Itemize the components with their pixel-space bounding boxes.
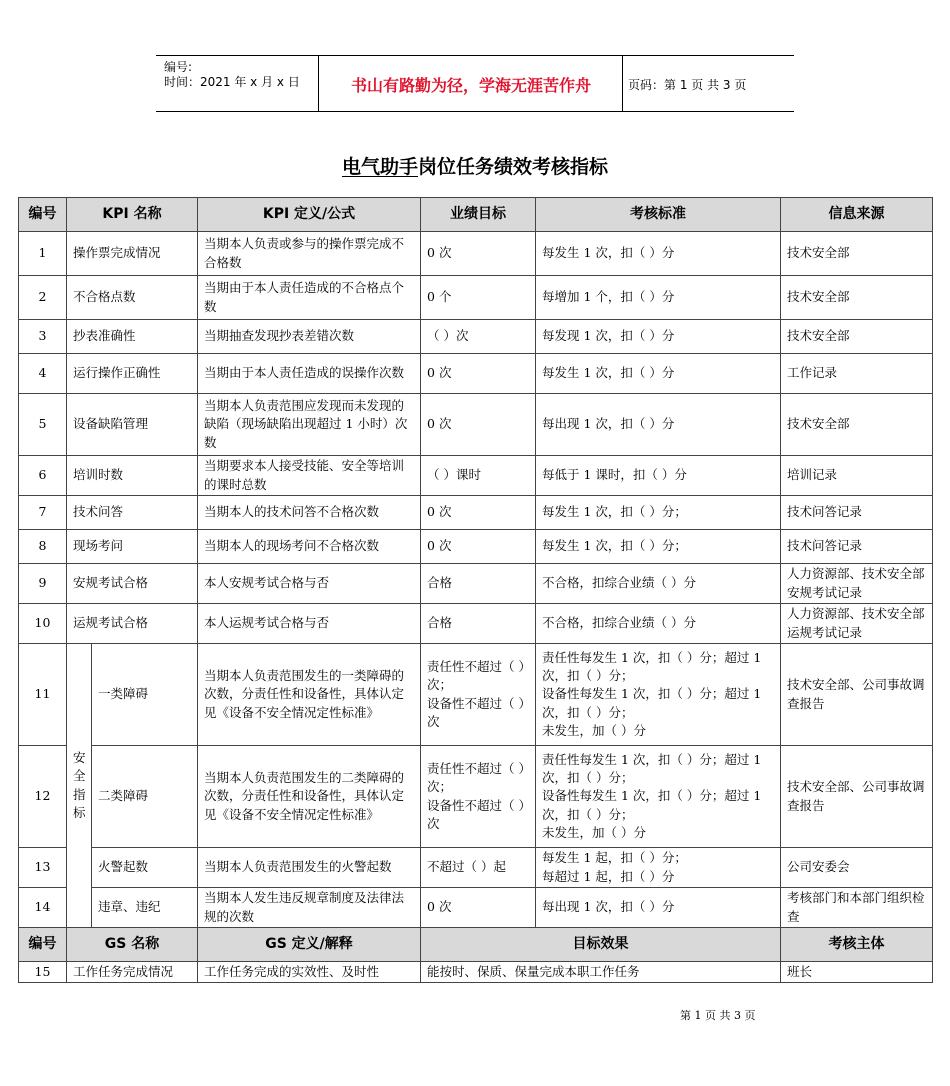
kpi-standard: 每低于 1 课时，扣（ ）分 (536, 456, 781, 496)
table-row (19, 564, 933, 604)
header-cell: 业绩目标 (421, 198, 536, 232)
title-rest: 岗位任务绩效考核指标 (418, 156, 609, 178)
gs-definition: 工作任务完成的实效性、及时性 (198, 962, 421, 983)
table-row (19, 456, 933, 496)
kpi-definition: 当期本人发生违反规章制度及法律法规的次数 (198, 888, 421, 928)
kpi-definition: 当期抽查发现抄表差错次数 (198, 320, 421, 354)
header-cell: GS 定义/解释 (198, 928, 421, 962)
kpi-source: 培训记录 (781, 456, 933, 496)
gs-header-row (19, 928, 933, 962)
kpi-target: （ ）次 (421, 320, 536, 354)
table-row (19, 888, 933, 928)
kpi-source: 技术安全部 (781, 320, 933, 354)
time-label: 时间：2021 年 x 月 x 日 (164, 75, 300, 89)
row-number: 14 (19, 888, 67, 928)
kpi-name: 不合格点数 (67, 276, 198, 320)
kpi-source: 人力资源部、技术安全部安规考试记录 (781, 564, 933, 604)
kpi-standard: 责任性每发生 1 次，扣（ ）分；超过 1 次，扣（ ）分； 设备性每发生 1 次，扣（ ）分；超过 1 次，扣（ ）分； 未发生，加（ ）分 (536, 644, 781, 746)
kpi-standard: 每出现 1 次，扣（ ）分 (536, 394, 781, 456)
gs-effect: 能按时、保质、保量完成本职工作任务 (421, 962, 781, 983)
kpi-definition: 当期本人的技术问答不合格次数 (198, 496, 421, 530)
motto: 书山有路勤为径，学海无涯苦作舟 (350, 76, 591, 95)
kpi-standard: 不合格，扣综合业绩（ ）分 (536, 564, 781, 604)
row-number: 3 (19, 320, 67, 354)
document-title (0, 152, 950, 179)
header-cell: KPI 名称 (67, 198, 198, 232)
table-row (19, 232, 933, 276)
kpi-definition: 当期本人负责范围应发现而未发现的缺陷（现场缺陷出现超过 1 小时）次数 (198, 394, 421, 456)
kpi-target: 0 次 (421, 232, 536, 276)
kpi-target: 0 次 (421, 530, 536, 564)
table-row (19, 604, 933, 644)
kpi-name: 违章、违纪 (92, 888, 198, 928)
row-number: 11 (19, 644, 67, 746)
gs-subject: 班长 (781, 962, 933, 983)
gs-name: 工作任务完成情况 (67, 962, 198, 983)
table-row (19, 496, 933, 530)
kpi-source: 技术安全部、公司事故调查报告 (781, 746, 933, 848)
kpi-definition: 本人运规考试合格与否 (198, 604, 421, 644)
kpi-name: 安规考试合格 (67, 564, 198, 604)
kpi-name: 运行操作正确性 (67, 354, 198, 394)
kpi-definition: 当期本人负责范围发生的火警起数 (198, 848, 421, 888)
table-row (19, 644, 933, 746)
kpi-name: 设备缺陷管理 (67, 394, 198, 456)
kpi-name: 现场考问 (67, 530, 198, 564)
kpi-definition: 当期由于本人责任造成的不合格点个数 (198, 276, 421, 320)
kpi-target: 0 次 (421, 888, 536, 928)
header-cell: 编号 (19, 928, 67, 962)
kpi-name: 一类障碍 (92, 644, 198, 746)
row-number: 1 (19, 232, 67, 276)
kpi-source: 技术安全部 (781, 276, 933, 320)
kpi-standard: 每发生 1 次，扣（ ）分 (536, 354, 781, 394)
page-header (156, 55, 794, 112)
kpi-definition: 当期本人的现场考问不合格次数 (198, 530, 421, 564)
kpi-source: 技术安全部、公司事故调查报告 (781, 644, 933, 746)
header-divider (622, 56, 623, 111)
kpi-source: 人力资源部、技术安全部运规考试记录 (781, 604, 933, 644)
row-number: 9 (19, 564, 67, 604)
kpi-target: 责任性不超过（ ）次； 设备性不超过（ ）次 (421, 644, 536, 746)
kpi-table (18, 197, 933, 983)
row-number: 7 (19, 496, 67, 530)
kpi-name: 技术问答 (67, 496, 198, 530)
kpi-standard: 每增加 1 个，扣（ ）分 (536, 276, 781, 320)
kpi-source: 技术安全部 (781, 394, 933, 456)
kpi-definition: 本人安规考试合格与否 (198, 564, 421, 604)
kpi-name: 抄表准确性 (67, 320, 198, 354)
kpi-name: 操作票完成情况 (67, 232, 198, 276)
kpi-standard: 每发现 1 次，扣（ ）分 (536, 320, 781, 354)
kpi-definition: 当期本人负责范围发生的二类障碍的次数，分责任性和设备性，具体认定见《设备不安全情况定性标准》 (198, 746, 421, 848)
kpi-target: 不超过（ ）起 (421, 848, 536, 888)
header-cell: 编号 (19, 198, 67, 232)
kpi-target: 0 个 (421, 276, 536, 320)
kpi-source: 技术问答记录 (781, 496, 933, 530)
kpi-source: 技术安全部 (781, 232, 933, 276)
kpi-standard: 每发生 1 次，扣（ ）分 (536, 232, 781, 276)
kpi-target: 合格 (421, 564, 536, 604)
row-number: 6 (19, 456, 67, 496)
kpi-target: 0 次 (421, 496, 536, 530)
kpi-definition: 当期本人负责范围发生的一类障碍的次数，分责任性和设备性，具体认定见《设备不安全情况定性标准》 (198, 644, 421, 746)
kpi-definition: 当期要求本人接受技能、安全等培训的课时总数 (198, 456, 421, 496)
kpi-standard: 每出现 1 次，扣（ ）分 (536, 888, 781, 928)
kpi-name: 培训时数 (67, 456, 198, 496)
kpi-standard: 每发生 1 起，扣（ ）分； 每超过 1 起，扣（ ）分 (536, 848, 781, 888)
table-row (19, 320, 933, 354)
kpi-target: 合格 (421, 604, 536, 644)
header-cell: 目标效果 (421, 928, 781, 962)
kpi-target: 责任性不超过（ ）次； 设备性不超过（ ）次 (421, 746, 536, 848)
kpi-target: 0 次 (421, 354, 536, 394)
table-row (19, 276, 933, 320)
table-row (19, 962, 933, 983)
row-number: 13 (19, 848, 67, 888)
kpi-name: 二类障碍 (92, 746, 198, 848)
page-number-label: 页码：第 1 页 共 3 页 (628, 78, 747, 92)
header-cell: KPI 定义/公式 (198, 198, 421, 232)
page-footer: 第 1 页 共 3 页 (680, 1009, 756, 1022)
header-divider (318, 56, 319, 111)
kpi-name: 火警起数 (92, 848, 198, 888)
row-number: 2 (19, 276, 67, 320)
row-number: 12 (19, 746, 67, 848)
row-number: 5 (19, 394, 67, 456)
table-row (19, 394, 933, 456)
table-row (19, 848, 933, 888)
header-cell: 考核主体 (781, 928, 933, 962)
row-number: 10 (19, 604, 67, 644)
kpi-source: 工作记录 (781, 354, 933, 394)
table-row (19, 354, 933, 394)
header-cell: 考核标准 (536, 198, 781, 232)
kpi-definition: 当期由于本人责任造成的误操作次数 (198, 354, 421, 394)
kpi-source: 考核部门和本部门组织检查 (781, 888, 933, 928)
row-number: 8 (19, 530, 67, 564)
kpi-header-row (19, 198, 933, 232)
group-label-safety: 安 全 指 标 (67, 644, 92, 928)
kpi-source: 技术问答记录 (781, 530, 933, 564)
kpi-target: 0 次 (421, 394, 536, 456)
kpi-source: 公司安委会 (781, 848, 933, 888)
kpi-name: 运规考试合格 (67, 604, 198, 644)
title-underlined: 电气助手 (341, 156, 418, 178)
kpi-standard: 责任性每发生 1 次，扣（ ）分；超过 1 次，扣（ ）分； 设备性每发生 1 次，扣（ ）分；超过 1 次，扣（ ）分； 未发生，加（ ）分 (536, 746, 781, 848)
header-cell: 信息来源 (781, 198, 933, 232)
kpi-target: （ ）课时 (421, 456, 536, 496)
kpi-standard: 不合格，扣综合业绩（ ）分 (536, 604, 781, 644)
kpi-definition: 当期本人负责或参与的操作票完成不合格数 (198, 232, 421, 276)
table-row (19, 746, 933, 848)
table-row (19, 530, 933, 564)
row-number: 4 (19, 354, 67, 394)
kpi-standard: 每发生 1 次，扣（ ）分； (536, 530, 781, 564)
kpi-standard: 每发生 1 次，扣（ ）分； (536, 496, 781, 530)
number-label: 编号: (164, 60, 193, 74)
row-number: 15 (19, 962, 67, 983)
header-cell: GS 名称 (67, 928, 198, 962)
